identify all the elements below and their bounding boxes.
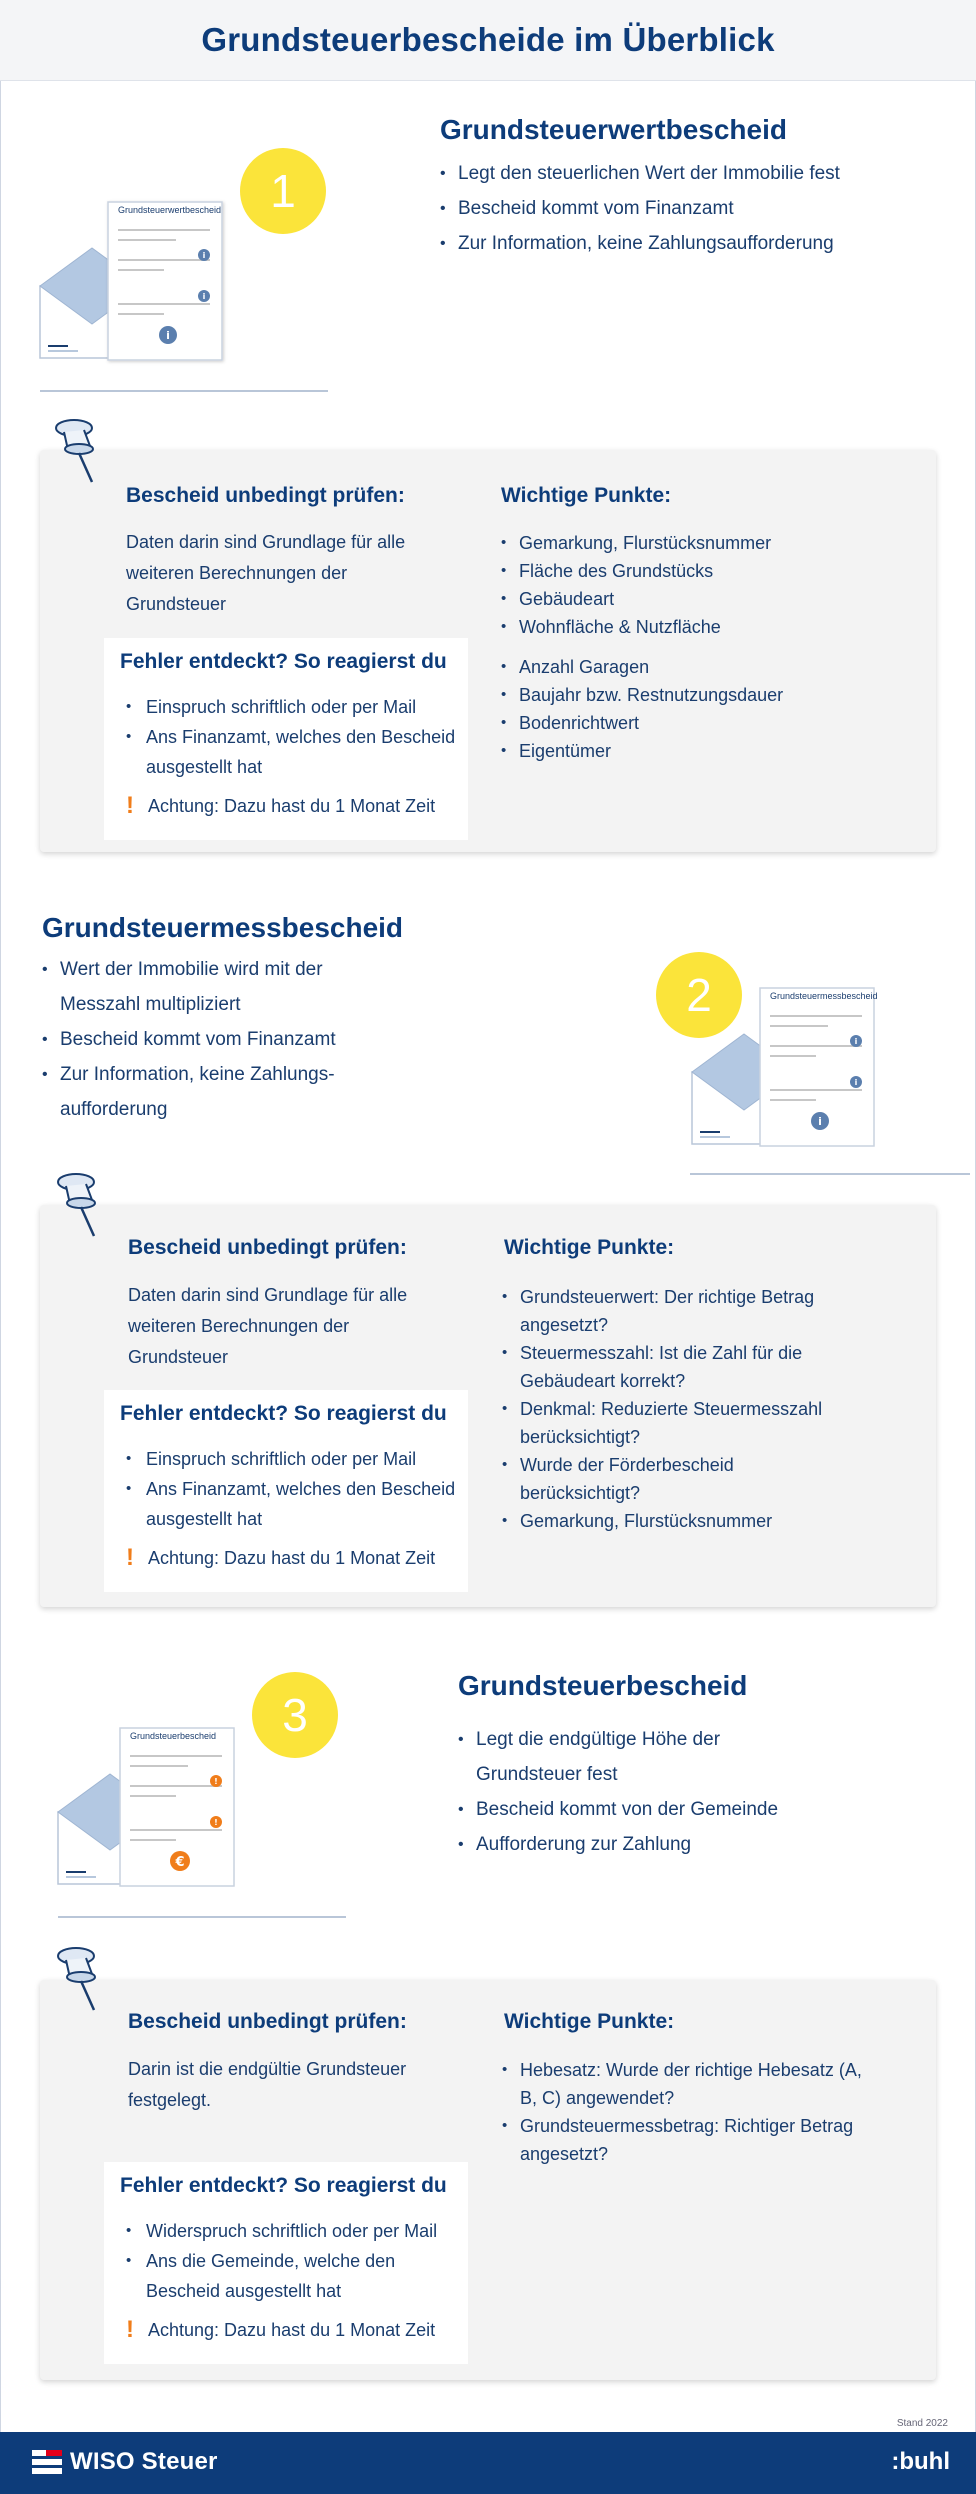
point-item: • Eigentümer <box>501 737 901 765</box>
point-item: • Baujahr bzw. Restnutzungsdauer <box>501 681 901 709</box>
deadline-warning <box>126 1544 468 1572</box>
pushpin-icon <box>50 1170 110 1242</box>
point-item: • Grundsteuermessbetrag: Richtiger Betrag angesetzt? <box>502 2112 882 2168</box>
bullet-item: • Bescheid kommt vom Finanzamt <box>440 191 940 226</box>
page-title: Grundsteuerbescheide im Überblick <box>201 21 775 58</box>
error-step: • Einspruch schriftlich oder per Mail <box>126 692 468 722</box>
point-item: • Gemarkung, Flurstücksnummer <box>502 1507 842 1535</box>
error-step: • Ans Finanzamt, welches den Bescheid ausgestellt hat <box>126 722 468 782</box>
section-heading-1: Grundsteuerwertbescheid <box>440 114 787 145</box>
svg-text:i: i <box>854 1078 858 1087</box>
step-number-2: 2 <box>656 952 742 1038</box>
stand-date: Stand 2022 <box>896 2418 948 2429</box>
pushpin-icon <box>48 416 108 488</box>
section-bullets-2 <box>42 952 362 1127</box>
error-card-1 <box>104 638 468 840</box>
check-text-2: Daten darin sind Grundlage für alle weiteren Berechnungen der Grundsteuer <box>128 1285 408 1367</box>
deadline-warning <box>126 2316 468 2344</box>
section-bullets-1 <box>440 156 940 261</box>
error-steps <box>126 1444 468 1534</box>
error-title: Fehler entdeckt? So reagierst du <box>120 650 447 673</box>
points-list-1b <box>501 653 901 765</box>
warning-text: Achtung: Dazu hast du 1 Monat Zeit <box>148 2319 436 2340</box>
error-card-2 <box>104 1390 468 1592</box>
bullet-item: • Bescheid kommt von der Gemeinde <box>458 1792 788 1827</box>
check-title-3: Bescheid unbedingt prüfen: <box>128 2010 407 2033</box>
document-label-3: Grundsteuerbescheid <box>130 1731 217 1741</box>
svg-text:i: i <box>202 292 206 301</box>
points-list-3 <box>502 2056 882 2168</box>
footer <box>0 2432 976 2494</box>
page-header <box>0 0 976 81</box>
point-item: • Grundsteuerwert: Der richtige Betrag angesetzt? <box>502 1283 842 1339</box>
points-list-2 <box>502 1283 842 1535</box>
error-steps <box>126 692 468 782</box>
error-title: Fehler entdeckt? So reagierst du <box>120 2174 447 2197</box>
exclamation-icon: ! <box>126 1544 134 1571</box>
bullet-item: • Bescheid kommt vom Finanzamt <box>42 1022 362 1057</box>
error-step: • Widerspruch schriftlich oder per Mail <box>126 2216 468 2246</box>
check-text-1: Daten darin sind Grundlage für alle weiteren Berechnungen der Grundsteuer <box>126 532 406 614</box>
point-item: • Wurde der Förderbescheid berücksichtigt? <box>502 1451 842 1507</box>
points-title-2: Wichtige Punkte: <box>504 1236 675 1259</box>
check-title-2: Bescheid unbedingt prüfen: <box>128 1236 407 1259</box>
point-item: • Denkmal: Reduzierte Steuermesszahl berücksichtigt? <box>502 1395 842 1451</box>
publisher-logo: :buhl <box>891 2448 950 2475</box>
warning-text: Achtung: Dazu hast du 1 Monat Zeit <box>148 1547 436 1568</box>
svg-text:i: i <box>202 251 206 260</box>
point-item: • Wohnfläche & Nutzfläche <box>501 613 901 641</box>
point-item: • Hebesatz: Wurde der richtige Hebesatz (A, B, C) angewendet? <box>502 2056 882 2112</box>
step-number-3: 3 <box>252 1672 338 1758</box>
bullet-item: • Zur Information, keine Zahlungs-aufforderung <box>42 1057 362 1127</box>
deadline-warning <box>126 792 468 820</box>
bullet-item: • Wert der Immobilie wird mit der Messzahl multipliziert <box>42 952 362 1022</box>
wiso-logo-icon <box>32 2447 62 2477</box>
document-label-2: Grundsteuermessbescheid <box>770 991 878 1001</box>
exclamation-icon: ! <box>126 792 134 819</box>
points-title-3: Wichtige Punkte: <box>504 2010 675 2033</box>
svg-text:!: ! <box>214 1777 218 1786</box>
section-heading-3: Grundsteuerbescheid <box>458 1670 748 1701</box>
check-title-1: Bescheid unbedingt prüfen: <box>126 484 405 507</box>
point-item: • Anzahl Garagen <box>501 653 901 681</box>
document-illustration-2 <box>690 982 976 1182</box>
point-item: • Fläche des Grundstücks <box>501 557 901 585</box>
svg-text:i: i <box>818 1115 822 1128</box>
step-number-1: 1 <box>240 148 326 234</box>
document-illustration-1 <box>38 196 338 396</box>
point-item: • Gebäudeart <box>501 585 901 613</box>
point-item: • Steuermesszahl: Ist die Zahl für die Gebäudeart korrekt? <box>502 1339 842 1395</box>
brand-name: WISO Steuer <box>70 2448 218 2475</box>
error-card-3 <box>104 2162 468 2364</box>
svg-text:i: i <box>854 1037 858 1046</box>
error-step: • Ans Finanzamt, welches den Bescheid ausgestellt hat <box>126 1474 468 1534</box>
error-step: • Ans die Gemeinde, welche den Bescheid ausgestellt hat <box>126 2246 468 2306</box>
bullet-item: • Zur Information, keine Zahlungsaufforderung <box>440 226 940 261</box>
points-list-1a <box>501 529 901 641</box>
error-title: Fehler entdeckt? So reagierst du <box>120 1402 447 1425</box>
section-heading-2: Grundsteuermessbescheid <box>42 912 404 943</box>
svg-text:!: ! <box>214 1818 218 1827</box>
check-text-3: Darin ist die endgültie Grundsteuer festgelegt. <box>128 2059 407 2110</box>
point-item: • Bodenrichtwert <box>501 709 901 737</box>
document-label-1: Grundsteuerwertbescheid <box>118 205 222 215</box>
points-title-1: Wichtige Punkte: <box>501 484 672 507</box>
document-illustration-3 <box>56 1722 356 1922</box>
wiso-logo <box>32 2447 218 2477</box>
bullet-item: • Legt die endgültige Höhe der Grundsteuer fest <box>458 1722 788 1792</box>
bullet-item: • Aufforderung zur Zahlung <box>458 1827 788 1862</box>
warning-text: Achtung: Dazu hast du 1 Monat Zeit <box>148 795 436 816</box>
bullet-item: • Legt den steuerlichen Wert der Immobilie fest <box>440 156 940 191</box>
exclamation-icon: ! <box>126 2316 134 2343</box>
section-bullets-3 <box>458 1722 788 1862</box>
error-step: • Einspruch schriftlich oder per Mail <box>126 1444 468 1474</box>
svg-text:i: i <box>166 329 170 342</box>
pushpin-icon <box>50 1944 110 2016</box>
svg-text:€: € <box>175 1855 185 1870</box>
point-item: • Gemarkung, Flurstücksnummer <box>501 529 901 557</box>
error-steps <box>126 2216 468 2306</box>
